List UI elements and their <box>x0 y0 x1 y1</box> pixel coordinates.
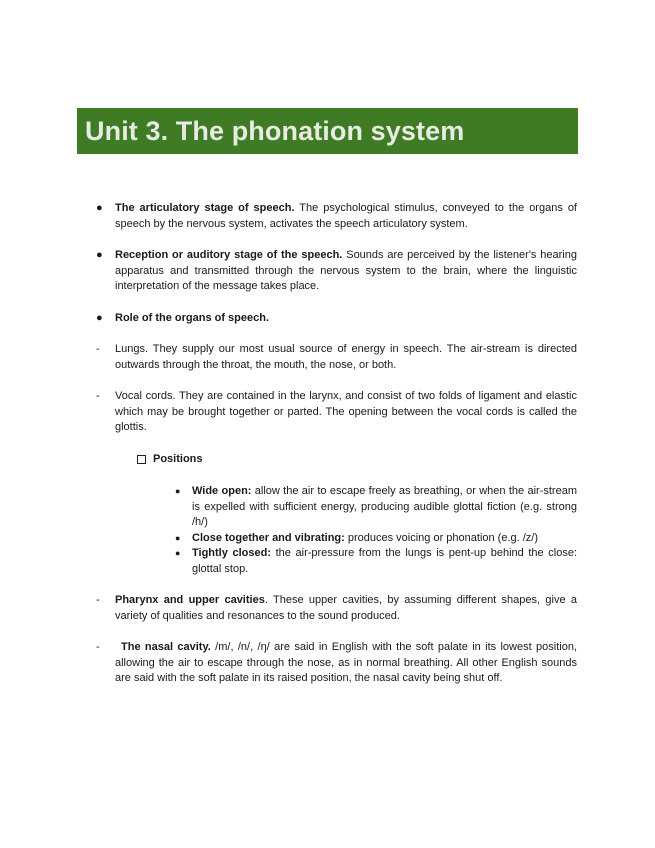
close-together-item <box>192 531 577 547</box>
dash-marker: - <box>96 390 100 402</box>
wide-open-heading: Wide open: <box>192 485 252 497</box>
sub-bullet-marker: ● <box>175 548 181 558</box>
vocal-cords-text: Vocal cords. They are contained in the larynx, and consist of two folds of ligament and elastic which may be brought together or parted. The opening between the vocal cords is called the glottis. <box>115 390 577 433</box>
positions-label: Positions <box>153 453 203 465</box>
nasal-cavity-heading: The nasal cavity. <box>121 641 211 653</box>
tightly-closed-item <box>192 546 577 577</box>
close-together-text: produces voicing or phonation (e.g. /z/) <box>344 532 539 544</box>
lungs-text: Lungs. They supply our most usual source of energy in speech. The air-stream is directed outwards through the throat, the mouth, the nose, or both. <box>115 343 577 371</box>
reception-stage-text: Sounds are perceived by the listener's hearing apparatus and transmitted through the nervous system to the brain, where the linguistic interpretation of the message takes place. <box>115 249 577 292</box>
bullet-marker: ● <box>96 202 103 214</box>
tightly-closed-heading: Tightly closed: <box>192 547 271 559</box>
pharynx-text: . These upper cavities, by assuming different shapes, give a variety of qualities and resonances to the sound produced. <box>115 594 577 622</box>
sub-bullet-marker: ● <box>175 533 181 543</box>
checkbox-icon <box>137 455 146 464</box>
articulatory-stage-heading: The articulatory stage of speech. <box>115 202 295 214</box>
pharynx-paragraph <box>115 593 577 624</box>
dash-marker: - <box>96 594 100 606</box>
tightly-closed-text: the air-pressure from the lungs is pent-up behind the close: glottal stop. <box>192 547 578 575</box>
articulatory-stage-text: The psychological stimulus, conveyed to the organs of speech by the nervous system, activates the speech articulatory system. <box>115 202 577 230</box>
sub-bullet-marker: ● <box>175 486 181 496</box>
title-banner <box>77 108 578 154</box>
reception-stage-paragraph <box>115 248 577 295</box>
vocal-cords-paragraph <box>115 389 577 436</box>
role-organs-paragraph <box>115 311 577 327</box>
close-together-heading: Close together and vibrating: <box>192 532 345 544</box>
bullet-marker: ● <box>96 249 103 261</box>
page-title: Unit 3. The phonation system <box>85 115 465 146</box>
bullet-marker: ● <box>96 312 103 324</box>
dash-marker: - <box>96 343 100 355</box>
lungs-paragraph <box>115 342 577 373</box>
wide-open-item <box>192 484 577 531</box>
role-organs-heading: Role of the organs of speech. <box>115 312 270 324</box>
wide-open-text: allow the air to escape freely as breathing, or when the air-stream is expelled with sufficient energy, producing audible glottal fiction (e.g. strong /h/) <box>192 485 577 528</box>
nasal-cavity-text: /m/, /n/, /ŋ/ are said in English with the soft palate in its lowest position, allowing the air to escape through the nose, as in normal breathing. All other English sounds are said with the soft palate in its raised position, the nasal cavity being shut off. <box>115 641 577 684</box>
pharynx-heading: Pharynx and upper cavities <box>115 594 265 606</box>
articulatory-stage-paragraph <box>115 201 577 232</box>
reception-stage-heading: Reception or auditory stage of the speech. <box>115 249 343 261</box>
dash-marker: - <box>96 641 100 653</box>
nasal-cavity-paragraph <box>115 640 577 687</box>
